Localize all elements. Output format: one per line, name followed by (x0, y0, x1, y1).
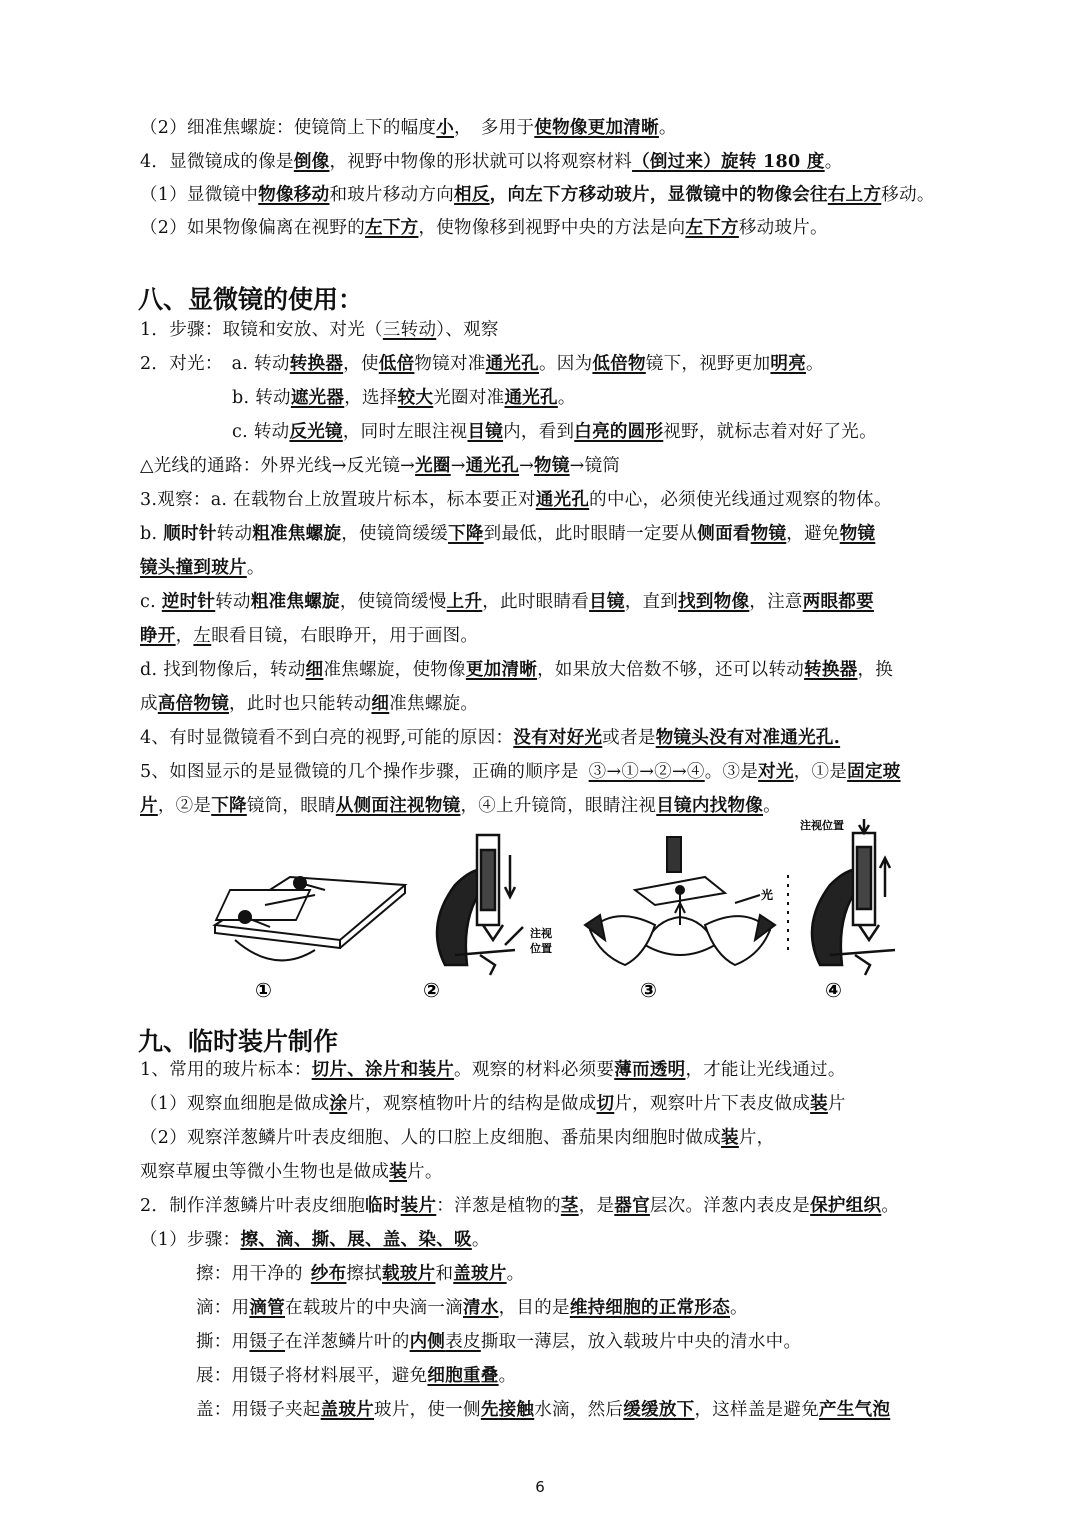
section-8-title: 八、显微镜的使用： (138, 285, 364, 314)
page-number: 6 (535, 1478, 545, 1496)
line-slide-types-2: （2）观察洋葱鳞片叶表皮细胞、人的口腔上皮细胞、番茄果肉细胞时做成装片， (140, 1128, 775, 1148)
line-fine-focus: （2）细准焦螺旋：使镜筒上下的幅度小， 多用于使物像更加清晰。 (140, 118, 677, 138)
figure-label-zhushiweizhi: 注视位置 (800, 819, 844, 832)
line-observe-a: 3.观察：a. 在载物台上放置玻片标本，标本要正对通光孔的中心，必须使光线通过观察的物体。 (140, 490, 892, 510)
line-observe-c2: 睁开，左眼看目镜，右眼睁开，用于画图。 (140, 626, 479, 646)
line-observe-d1: d. 找到物像后，转动细准焦螺旋，使物像更加清晰，如果放大倍数不够，还可以转动转换器，换 (140, 660, 894, 680)
line-steps-list: （1）步骤：擦、滴、撕、展、盖、染、吸。 (140, 1230, 490, 1250)
microscope-steps-figure (205, 815, 905, 1005)
line-slide-types: 1、常用的玻片标本：切片、涂片和装片。观察的材料必须要薄而透明，才能让光线通过。 (140, 1060, 846, 1080)
figure-step-1 (215, 877, 405, 960)
figure-label-2: ② (423, 978, 440, 1002)
line-light-c: c. 转动反光镜，同时左眼注视目镜内，看到白亮的圆形视野，就标志着对好了光。 (232, 422, 877, 442)
figure-step-2 (437, 835, 523, 975)
line-onion-slide: 2．制作洋葱鳞片叶表皮细胞临时装片：洋葱是植物的茎，是器官层次。洋葱内表皮是保护组织。 (140, 1196, 900, 1216)
line-slide-types-3: 观察草履虫等微小生物也是做成装片。 (140, 1162, 443, 1182)
line-no-light-reason: 4、有时显微镜看不到白亮的视野,可能的原因：没有对好光或者是物镜头没有对准通光孔. (140, 728, 841, 748)
figure-label-weizhi: 位置 (530, 942, 552, 955)
line-observe-b2: 镜头撞到玻片。 (140, 558, 265, 578)
section-9-title: 九、临时装片制作 (138, 1027, 339, 1056)
line-light-a: 2．对光： a. 转动转换器，使低倍物镜对准通光孔。因为低倍物镜下，视野更加明亮。 (140, 354, 824, 374)
line-order-a: 5、如图显示的是显微镜的几个操作步骤，正确的顺序是 ③→①→②→④。③是对光，①是固定玻 (140, 762, 901, 782)
line-step-wipe: 擦：用干净的 纱布擦拭载玻片和盖玻片。 (196, 1264, 525, 1284)
figure-label-3: ③ (640, 978, 657, 1002)
figure-label-1: ① (255, 978, 272, 1002)
line-step-spread: 展：用镊子将材料展平，避免细胞重叠。 (196, 1366, 517, 1386)
line-step-tear: 撕：用镊子在洋葱鳞片叶的内侧表皮撕取一薄层，放入载玻片中央的清水中。 (196, 1332, 802, 1352)
line-observe-c1: c. 逆时针转动粗准焦螺旋，使镜筒缓慢上升，此时眼睛看目镜，直到找到物像，注意两眼都要 (140, 592, 874, 612)
line-light-b: b. 转动遮光器，选择较大光圈对准通光孔。 (232, 388, 576, 408)
line-image-movement: （1）显微镜中物像移动和玻片移动方向相反，向左下方移动玻片，显微镜中的物像会往右上方移动。 (140, 185, 935, 205)
figure-label-zhushi: 注视 (530, 927, 552, 940)
line-steps: 1．步骤：取镜和安放、对光（三转动）、观察 (140, 320, 499, 340)
line-step-drop: 滴：用滴管在载玻片的中央滴一滴清水，目的是维持细胞的正常形态。 (196, 1298, 748, 1318)
line-step-cover: 盖：用镊子夹起盖玻片玻片，使一侧先接触水滴，然后缓缓放下，这样盖是避免产生气泡 (196, 1400, 891, 1420)
line-observe-d2: 成高倍物镜，此时也只能转动细准焦螺旋。 (140, 694, 479, 714)
figure-label-4: ④ (825, 978, 842, 1002)
line-move-to-center: （2）如果物像偏离在视野的左下方，使物像移到视野中央的方法是向左下方移动玻片。 (140, 218, 828, 238)
figure-label-guang: 光 (761, 888, 774, 902)
line-inverted-image: 4．显微镜成的像是倒像，视野中物像的形状就可以将观察材料（倒过来）旋转 180 度。 (140, 152, 843, 172)
line-observe-b1: b. 顺时针转动粗准焦螺旋，使镜筒缓缓下降到最低，此时眼睛一定要从侧面看物镜，避免物镜 (140, 524, 876, 544)
figure-step-4 (812, 819, 895, 975)
line-light-path: △光线的通路：外界光线→反光镜→光圈→通光孔→物镜→镜筒 (140, 456, 621, 476)
line-slide-types-1: （1）观察血细胞是做成涂片，观察植物叶片的结构是做成切片，观察叶片下表皮做成装片 (140, 1094, 846, 1114)
line-order-b: 片，②是下降镜筒，眼睛从侧面注视物镜，④上升镜筒，眼睛注视目镜内找物像。 (140, 796, 781, 816)
figure-step-3 (585, 837, 775, 965)
